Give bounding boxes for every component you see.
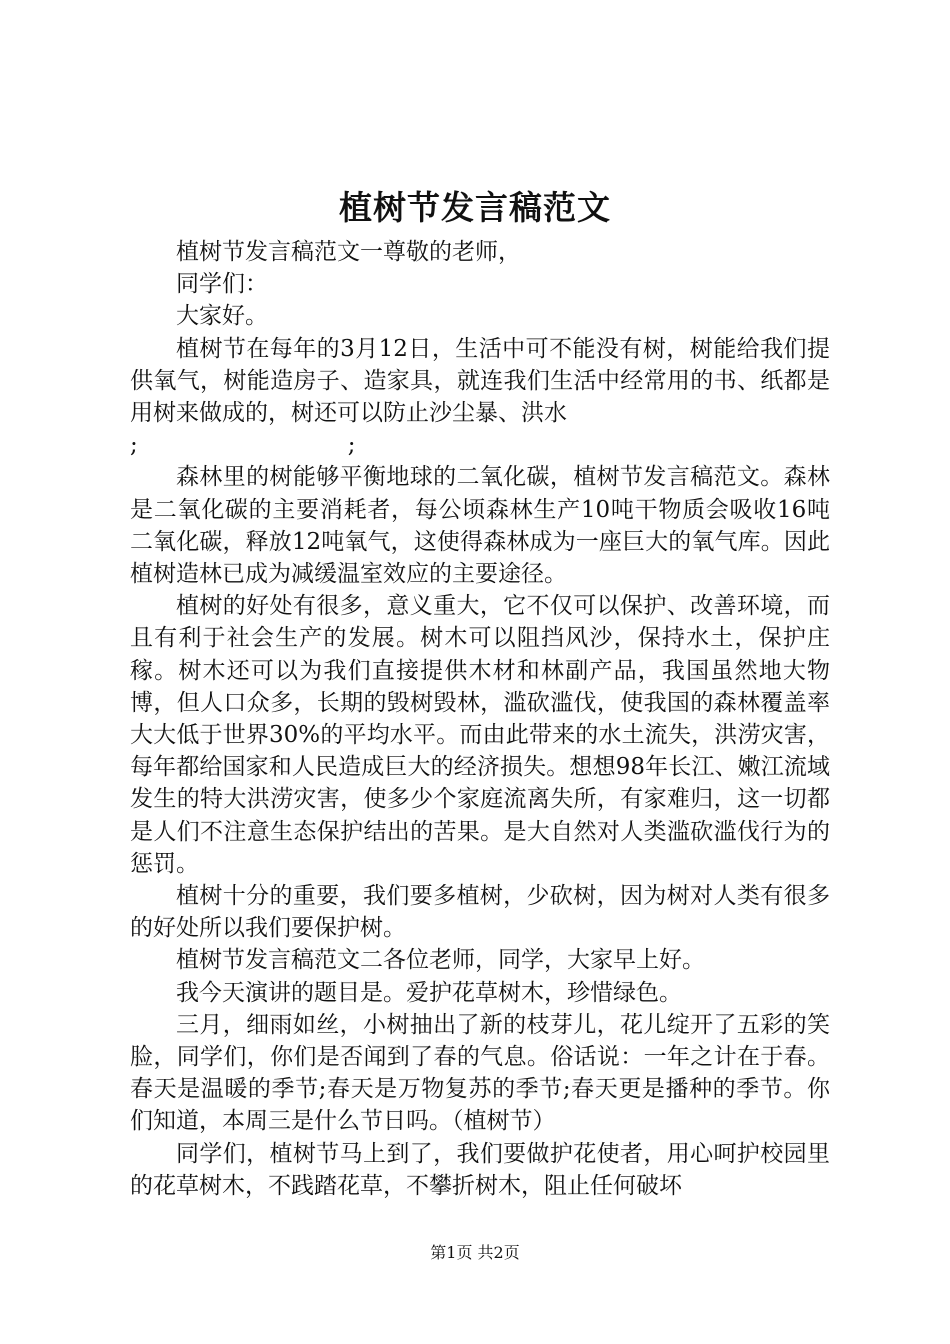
semicolon-line [130, 429, 830, 461]
paragraph: 同学们，植树节马上到了，我们要做护花使者，用心呵护校园里的花草树木，不践踏花草，不攀折树木，阻止任何破坏 [130, 1140, 830, 1199]
paragraph: 三月，细雨如丝，小树抽出了新的枝芽儿，花儿绽开了五彩的笑脸，同学们，你们是否闻到了春的气息。俗话说：一年之计在于春。春天是温暖的季节;春天是万物复苏的季节;春天更是播种的季节。你们知道，本周三是什么节日吗。（植树节） [130, 1011, 830, 1135]
paragraph: 大家好。 [176, 303, 268, 330]
paragraph: 我今天演讲的题目是。爱护花草树木，珍惜绿色。 [176, 979, 682, 1006]
paragraph: 森林里的树能够平衡地球的二氧化碳，植树节发言稿范文。森林是二氧化碳的主要消耗者，每公顷森林生产10吨干物质会吸收16吨二氧化碳，释放12吨氧气，这使得森林成为一座巨大的氧气库。因此植树造林已成为减缓温室效应的主要途径。 [130, 464, 830, 588]
semicolon-mark: ; [347, 432, 356, 459]
paragraph: 植树节在每年的3月12日，生活中可不能没有树，树能给我们提供氧气，树能造房子、造家具，就连我们生活中经常用的书、纸都是用树来做成的，树还可以防止沙尘暴、洪水 [130, 335, 830, 427]
paragraph: 植树的好处有很多，意义重大，它不仅可以保护、改善环境，而且有利于社会生产的发展。树木可以阻挡风沙，保持水土，保护庄稼。树木还可以为我们直接提供木材和林副产品，我国虽然地大物博，但人口众多，长期的毁树毁林，滥砍滥伐，使我国的森林覆盖率大大低于世界30%的平均水平。而由此带来的水土流失，洪涝灾害，每年都给国家和人民造成巨大的经济损失。想想98年长江、嫩江流域发生的特大洪涝灾害，使多少个家庭流离失所，有家难归，这一切都是人们不注意生态保护结出的苦果。是大自然对人类滥砍滥伐行为的惩罚。 [130, 593, 830, 877]
page-number: 第1页 共2页 [430, 1243, 520, 1262]
semicolon-mark: ; [130, 432, 138, 459]
paragraph: 植树十分的重要，我们要多植树，少砍树，因为树对人类有很多的好处所以我们要保护树。 [130, 883, 830, 942]
paragraph: 植树节发言稿范文二各位老师，同学，大家早上好。 [176, 947, 705, 974]
paragraph: 植树节发言稿范文一尊敬的老师， [176, 239, 521, 265]
document-title: 植树节发言稿范文 [339, 188, 611, 227]
paragraph: 同学们： [176, 271, 268, 298]
document-body [130, 236, 830, 1202]
